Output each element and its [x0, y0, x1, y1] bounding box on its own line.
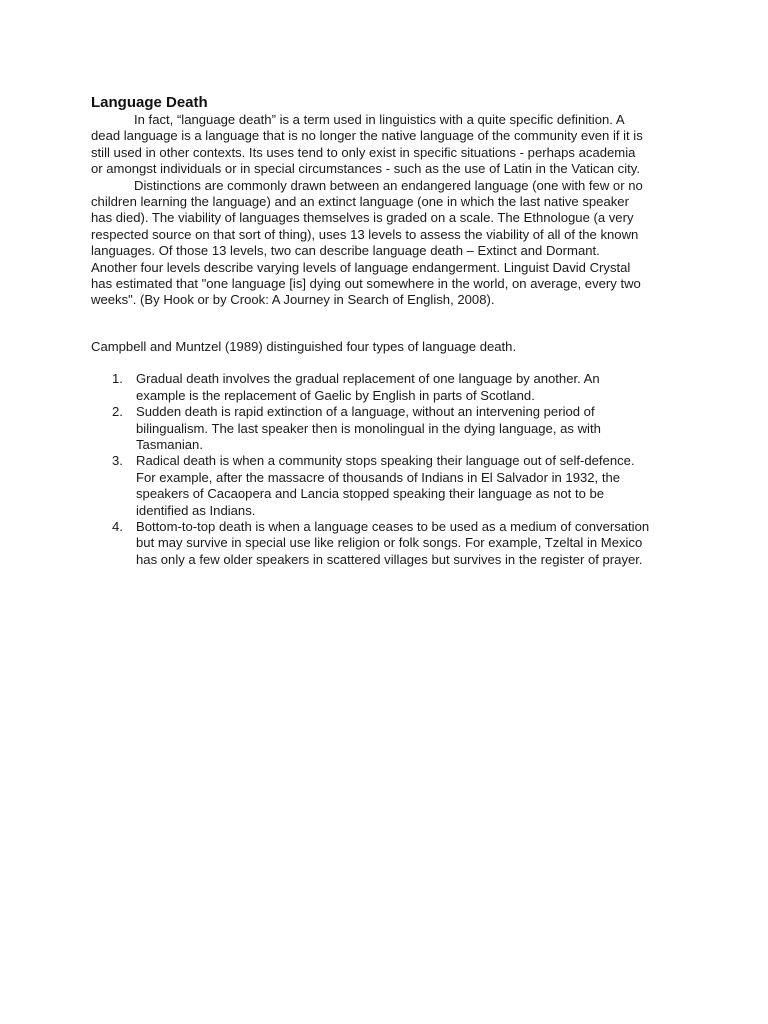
list-item: [91, 453, 683, 519]
paragraph-line: dead language is a language that is no longer the native language of the community even if it is: [91, 128, 643, 144]
paragraph-line: has died). The viability of languages themselves is graded on a scale. The Ethnologue (a very: [91, 210, 634, 226]
list-item: [91, 519, 683, 568]
list-line: speakers of Cacaopera and Lancia stopped speaking their language as not to be: [136, 486, 605, 502]
list-line: identified as Indians.: [136, 502, 256, 518]
list-number: 4.: [112, 518, 123, 534]
document-title: Language Death: [91, 94, 208, 111]
types-list: [91, 371, 683, 568]
blank-space: [91, 309, 683, 339]
list-line: Sudden death is rapid extinction of a language, without an intervening period of: [136, 404, 595, 420]
list-line: Gradual death involves the gradual replacement of one language by another. An: [136, 371, 600, 387]
list-line: Bottom-to-top death is when a language ceases to be used as a medium of conversation: [136, 518, 650, 534]
paragraph-definition: [91, 112, 683, 178]
list-item: [91, 371, 683, 404]
list-line: Tasmanian.: [136, 436, 203, 452]
list-line: bilingualism. The last speaker then is monolingual in the dying language, as with: [136, 420, 601, 436]
list-intro: Campbell and Muntzel (1989) distinguished four types of language death.: [91, 338, 517, 354]
list-number: 2.: [112, 404, 123, 420]
paragraph-line: In fact, “language death” is a term used in linguistics with a quite specific definition. A: [134, 112, 625, 127]
paragraph-distinctions: [91, 178, 683, 309]
paragraph-line: respected source on that sort of thing), uses 13 levels to assess the viability of all of the known: [91, 226, 639, 242]
list-line: but may survive in special use like religion or folk songs. For example, Tzeltal in Mexico: [136, 535, 643, 551]
paragraph-line: Distinctions are commonly drawn between an endangered language (one with few or no: [134, 177, 643, 193]
paragraph-line: has estimated that "one language [is] dying out somewhere in the world, on average, every two: [91, 276, 641, 292]
document-page: [91, 94, 683, 568]
list-line: For example, after the massacre of thousands of Indians in El Salvador in 1932, the: [136, 469, 621, 485]
list-line: has only a few older speakers in scattered villages but survives in the register of prayer.: [136, 551, 643, 567]
list-item: [91, 404, 683, 453]
list-number: 3.: [112, 453, 123, 469]
paragraph-line: Another four levels describe varying levels of language endangerment. Linguist David Crystal: [91, 259, 631, 275]
list-line: Radical death is when a community stops speaking their language out of self-defence.: [136, 453, 635, 469]
paragraph-line: or amongst individuals or in special circumstances - such as the use of Latin in the Vatican city.: [91, 161, 640, 177]
list-line: example is the replacement of Gaelic by English in parts of Scotland.: [136, 387, 535, 403]
paragraph-line: weeks". (By Hook or by Crook: A Journey in Search of English, 2008).: [91, 292, 495, 308]
paragraph-line: languages. Of those 13 levels, two can describe language death – Extinct and Dormant.: [91, 243, 600, 259]
paragraph-line: children learning the language) and an extinct language (one in which the last native speaker: [91, 194, 629, 210]
paragraph-line: still used in other contexts. Its uses tend to only exist in specific situations - perhaps academia: [91, 144, 636, 160]
list-number: 1.: [112, 371, 123, 387]
